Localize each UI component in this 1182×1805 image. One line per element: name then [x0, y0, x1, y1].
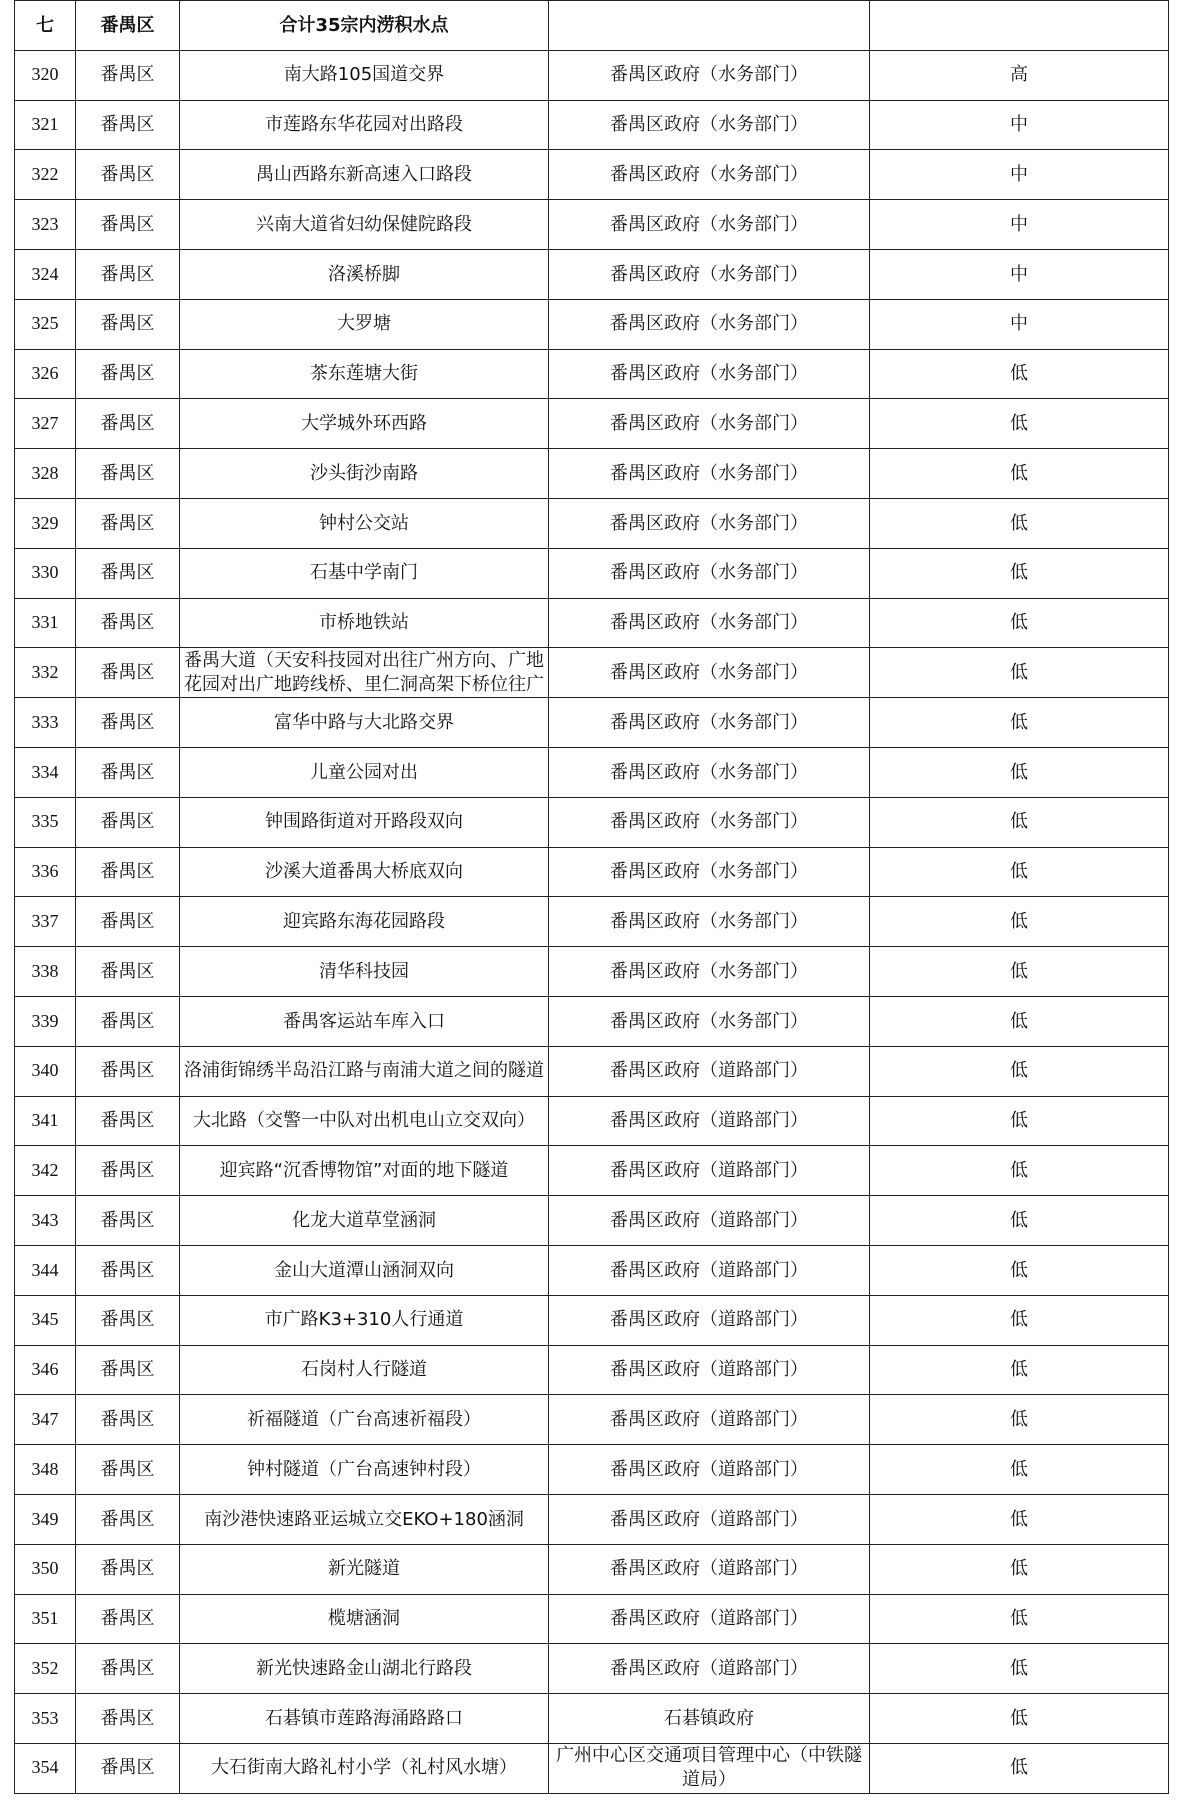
row-number: 338: [15, 947, 76, 997]
row-agency: 番禺区政府（道路部门）: [549, 1046, 870, 1096]
table-row: [15, 698, 1169, 748]
row-location-text: 大石街南大路礼村小学（礼村风水塘）: [211, 1757, 517, 1779]
row-number: 322: [15, 150, 76, 200]
row-district: 番禺区: [76, 249, 180, 299]
row-agency: 番禺区政府（水务部门）: [549, 200, 870, 250]
row-district: 番禺区: [76, 399, 180, 449]
row-agency: 番禺区政府（水务部门）: [549, 349, 870, 399]
row-agency-text: 番禺区政府（水务部门）: [610, 661, 808, 683]
row-location: 儿童公园对出: [180, 747, 549, 797]
row-location: 金山大道潭山涵洞双向: [180, 1245, 549, 1295]
row-risk-level: 低: [870, 548, 1169, 598]
row-location: 南沙港快速路亚运城立交EKO+180涵洞: [180, 1494, 549, 1544]
row-location: 富华中路与大北路交界: [180, 698, 549, 748]
row-location: 钟围路街道对开路段双向: [180, 797, 549, 847]
row-risk-level: 低: [870, 1046, 1169, 1096]
row-risk-level: 低: [870, 947, 1169, 997]
row-number: 347: [15, 1395, 76, 1445]
row-risk-level: 中: [870, 100, 1169, 150]
row-agency: 番禺区政府（水务部门）: [549, 698, 870, 748]
row-district: 番禺区: [76, 947, 180, 997]
row-district: 番禺区: [76, 1146, 180, 1196]
row-location: 榄塘涵洞: [180, 1594, 549, 1644]
row-location: 洛溪桥脚: [180, 249, 549, 299]
row-district: 番禺区: [76, 598, 180, 648]
row-risk-level: 低: [870, 1494, 1169, 1544]
section-col4: [549, 1, 870, 51]
row-number: 323: [15, 200, 76, 250]
table-row: [15, 897, 1169, 947]
row-risk-level: 低: [870, 399, 1169, 449]
row-number: 350: [15, 1544, 76, 1594]
row-number: 342: [15, 1146, 76, 1196]
row-number: 335: [15, 797, 76, 847]
row-agency: 番禺区政府（水务部门）: [549, 947, 870, 997]
row-district: 番禺区: [76, 1743, 180, 1793]
table-row: [15, 1694, 1169, 1744]
row-district: 番禺区: [76, 50, 180, 100]
row-number: 328: [15, 449, 76, 499]
row-district: 番禺区: [76, 200, 180, 250]
row-location: 禺山西路东新高速入口路段: [180, 150, 549, 200]
row-agency: 番禺区政府（道路部门）: [549, 1196, 870, 1246]
row-agency: 番禺区政府（水务部门）: [549, 449, 870, 499]
row-risk-level: 低: [870, 847, 1169, 897]
row-district: 番禺区: [76, 1295, 180, 1345]
section-district: 番禺区: [76, 1, 180, 51]
table-row: [15, 1594, 1169, 1644]
row-risk-level: 低: [870, 1146, 1169, 1196]
row-agency: 番禺区政府（道路部门）: [549, 1295, 870, 1345]
row-agency: 番禺区政府（道路部门）: [549, 1644, 870, 1694]
row-risk-level: 高: [870, 50, 1169, 100]
table-row: [15, 399, 1169, 449]
row-district: 番禺区: [76, 897, 180, 947]
row-risk-level: 中: [870, 299, 1169, 349]
row-number: 339: [15, 996, 76, 1046]
row-district: 番禺区: [76, 498, 180, 548]
row-risk-level: 低: [870, 1295, 1169, 1345]
table-row: [15, 1544, 1169, 1594]
row-agency: 番禺区政府（道路部门）: [549, 1544, 870, 1594]
row-number: 330: [15, 548, 76, 598]
table-row: [15, 200, 1169, 250]
table-row: [15, 1644, 1169, 1694]
row-agency: 番禺区政府（水务部门）: [549, 996, 870, 1046]
row-risk-level: 低: [870, 1445, 1169, 1495]
row-location: 市莲路东华花园对出路段: [180, 100, 549, 150]
row-risk-level: 低: [870, 1096, 1169, 1146]
row-location: 沙头街沙南路: [180, 449, 549, 499]
row-district: 番禺区: [76, 1395, 180, 1445]
table-row: [15, 1295, 1169, 1345]
row-agency: 番禺区政府（水务部门）: [549, 747, 870, 797]
row-risk-level: 低: [870, 897, 1169, 947]
row-agency: 番禺区政府（水务部门）: [549, 299, 870, 349]
row-agency: 番禺区政府（水务部门）: [549, 249, 870, 299]
table-row: [15, 648, 1169, 698]
row-district: 番禺区: [76, 1046, 180, 1096]
row-agency: [549, 1743, 870, 1793]
row-number: 324: [15, 249, 76, 299]
row-risk-level: 低: [870, 648, 1169, 698]
row-risk-level: 低: [870, 1245, 1169, 1295]
row-location: 新光隧道: [180, 1544, 549, 1594]
table-row: [15, 1146, 1169, 1196]
row-number: 321: [15, 100, 76, 150]
table-row: [15, 996, 1169, 1046]
row-district: 番禺区: [76, 1594, 180, 1644]
row-agency: 番禺区政府（水务部门）: [549, 399, 870, 449]
table-row: [15, 449, 1169, 499]
row-number: 349: [15, 1494, 76, 1544]
row-agency: 番禺区政府（道路部门）: [549, 1245, 870, 1295]
row-district: 番禺区: [76, 100, 180, 150]
row-location: 迎宾路“沉香博物馆”对面的地下隧道: [180, 1146, 549, 1196]
row-location: [180, 648, 549, 698]
row-number: 341: [15, 1096, 76, 1146]
row-district: 番禺区: [76, 1096, 180, 1146]
table-row: [15, 349, 1169, 399]
row-risk-level: 低: [870, 1544, 1169, 1594]
row-risk-level: 低: [870, 1196, 1169, 1246]
row-agency: 番禺区政府（道路部门）: [549, 1445, 870, 1495]
row-risk-level: 低: [870, 449, 1169, 499]
row-location: 祈福隧道（广台高速祈福段）: [180, 1395, 549, 1445]
row-location: 石岗村人行隧道: [180, 1345, 549, 1395]
section-col5: [870, 1, 1169, 51]
row-location: 石碁镇市莲路海涌路路口: [180, 1694, 549, 1744]
row-location: 南大路105国道交界: [180, 50, 549, 100]
row-risk-level: 中: [870, 150, 1169, 200]
row-agency: 番禺区政府（水务部门）: [549, 847, 870, 897]
row-number: 345: [15, 1295, 76, 1345]
section-title: 合计35宗内涝积水点: [180, 1, 549, 51]
row-risk-level: 低: [870, 1345, 1169, 1395]
row-agency: 石碁镇政府: [549, 1694, 870, 1744]
row-agency: 番禺区政府（水务部门）: [549, 100, 870, 150]
row-district: 番禺区: [76, 747, 180, 797]
row-agency-text: 广州中心区交通项目管理中心（中铁隧道局）: [556, 1745, 862, 1791]
table-row: [15, 1395, 1169, 1445]
table-row: [15, 548, 1169, 598]
row-agency: 番禺区政府（水务部门）: [549, 598, 870, 648]
row-location: 洛浦街锦绣半岛沿江路与南浦大道之间的隧道: [180, 1046, 549, 1096]
row-location-text: 番禺大道（天安科技园对出往广州方向、广地花园对出广地跨线桥、里仁洞高架下桥位往广: [184, 649, 544, 695]
row-district: 番禺区: [76, 1644, 180, 1694]
row-district: 番禺区: [76, 996, 180, 1046]
table-row: [15, 797, 1169, 847]
row-location: 大学城外环西路: [180, 399, 549, 449]
row-district: 番禺区: [76, 847, 180, 897]
row-number: 325: [15, 299, 76, 349]
row-location: 钟村公交站: [180, 498, 549, 548]
row-district: 番禺区: [76, 1196, 180, 1246]
row-number: 333: [15, 698, 76, 748]
row-risk-level: 低: [870, 1743, 1169, 1793]
row-location: 清华科技园: [180, 947, 549, 997]
row-number: 336: [15, 847, 76, 897]
row-location: 茶东莲塘大街: [180, 349, 549, 399]
row-location: 兴南大道省妇幼保健院路段: [180, 200, 549, 250]
row-number: 331: [15, 598, 76, 648]
row-number: 354: [15, 1743, 76, 1793]
table-row: [15, 1445, 1169, 1495]
row-district: 番禺区: [76, 548, 180, 598]
row-agency: 番禺区政府（道路部门）: [549, 1096, 870, 1146]
row-number: 340: [15, 1046, 76, 1096]
row-number: 344: [15, 1245, 76, 1295]
row-agency: 番禺区政府（水务部门）: [549, 50, 870, 100]
row-agency: 番禺区政府（道路部门）: [549, 1494, 870, 1544]
row-number: 352: [15, 1644, 76, 1694]
row-number: 327: [15, 399, 76, 449]
row-risk-level: 低: [870, 1644, 1169, 1694]
row-location: 沙溪大道番禺大桥底双向: [180, 847, 549, 897]
table-row: [15, 100, 1169, 150]
row-location: 新光快速路金山湖北行路段: [180, 1644, 549, 1694]
row-location: 市桥地铁站: [180, 598, 549, 648]
row-risk-level: 中: [870, 200, 1169, 250]
row-district: 番禺区: [76, 648, 180, 698]
row-district: 番禺区: [76, 797, 180, 847]
row-location: 迎宾路东海花园路段: [180, 897, 549, 947]
row-location: 钟村隧道（广台高速钟村段）: [180, 1445, 549, 1495]
row-district: 番禺区: [76, 299, 180, 349]
row-location: 石基中学南门: [180, 548, 549, 598]
row-risk-level: 低: [870, 747, 1169, 797]
section-index: 七: [15, 1, 76, 51]
row-number: 320: [15, 50, 76, 100]
row-agency: 番禺区政府（水务部门）: [549, 150, 870, 200]
table-row: [15, 498, 1169, 548]
row-district: 番禺区: [76, 1445, 180, 1495]
table-row: [15, 1743, 1169, 1793]
row-agency: 番禺区政府（道路部门）: [549, 1345, 870, 1395]
table-body: [15, 1, 1169, 1794]
row-district: 番禺区: [76, 449, 180, 499]
row-number: 346: [15, 1345, 76, 1395]
row-location: 番禺客运站车库入口: [180, 996, 549, 1046]
row-risk-level: 低: [870, 698, 1169, 748]
row-risk-level: 低: [870, 1694, 1169, 1744]
table-row: [15, 1494, 1169, 1544]
row-agency: 番禺区政府（道路部门）: [549, 1146, 870, 1196]
table-row: [15, 50, 1169, 100]
table-row: [15, 747, 1169, 797]
row-district: 番禺区: [76, 1544, 180, 1594]
row-risk-level: 低: [870, 996, 1169, 1046]
row-location: 化龙大道草堂涵洞: [180, 1196, 549, 1246]
table-row: [15, 299, 1169, 349]
row-district: 番禺区: [76, 1494, 180, 1544]
table-row: [15, 150, 1169, 200]
row-agency: 番禺区政府（道路部门）: [549, 1594, 870, 1644]
row-number: 329: [15, 498, 76, 548]
row-agency: 番禺区政府（水务部门）: [549, 498, 870, 548]
row-risk-level: 中: [870, 249, 1169, 299]
row-risk-level: 低: [870, 598, 1169, 648]
row-district: 番禺区: [76, 1694, 180, 1744]
table-row: [15, 1196, 1169, 1246]
row-agency: [549, 648, 870, 698]
table-row: [15, 249, 1169, 299]
row-location: 市广路K3+310人行通道: [180, 1295, 549, 1345]
row-district: 番禺区: [76, 698, 180, 748]
row-district: 番禺区: [76, 150, 180, 200]
row-number: 351: [15, 1594, 76, 1644]
row-district: 番禺区: [76, 1345, 180, 1395]
row-risk-level: 低: [870, 498, 1169, 548]
section-header-row: [15, 1, 1169, 51]
row-number: 353: [15, 1694, 76, 1744]
table-row: [15, 1245, 1169, 1295]
row-risk-level: 低: [870, 1395, 1169, 1445]
row-number: 332: [15, 648, 76, 698]
row-number: 326: [15, 349, 76, 399]
row-agency: 番禺区政府（水务部门）: [549, 548, 870, 598]
waterlogging-points-table: [14, 0, 1169, 1794]
row-location: 大北路（交警一中队对出机电山立交双向）: [180, 1096, 549, 1146]
row-risk-level: 低: [870, 797, 1169, 847]
row-location: 大罗塘: [180, 299, 549, 349]
row-location: [180, 1743, 549, 1793]
table-row: [15, 1345, 1169, 1395]
table-row: [15, 1096, 1169, 1146]
table-row: [15, 847, 1169, 897]
table-row: [15, 1046, 1169, 1096]
row-number: 343: [15, 1196, 76, 1246]
row-number: 337: [15, 897, 76, 947]
row-agency: 番禺区政府（道路部门）: [549, 1395, 870, 1445]
row-risk-level: 低: [870, 349, 1169, 399]
table-row: [15, 947, 1169, 997]
row-risk-level: 低: [870, 1594, 1169, 1644]
row-district: 番禺区: [76, 349, 180, 399]
row-number: 348: [15, 1445, 76, 1495]
row-agency: 番禺区政府（水务部门）: [549, 797, 870, 847]
row-number: 334: [15, 747, 76, 797]
table-row: [15, 598, 1169, 648]
row-district: 番禺区: [76, 1245, 180, 1295]
row-agency: 番禺区政府（水务部门）: [549, 897, 870, 947]
